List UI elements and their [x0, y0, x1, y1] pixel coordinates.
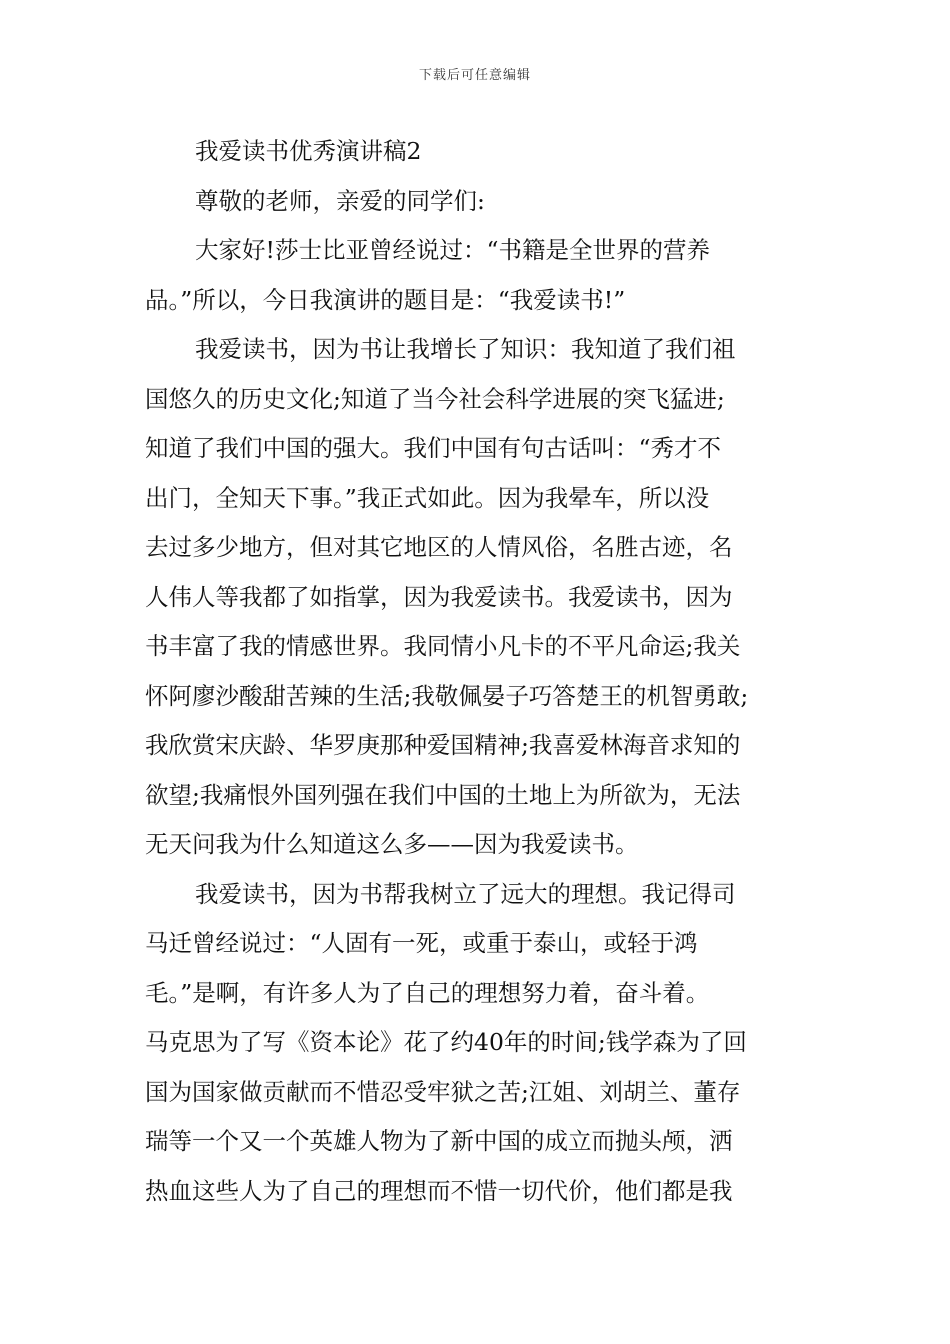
document-title: 我爱读书优秀演讲稿2 [195, 137, 422, 165]
paragraph-3: 我爱读书，因为书帮我树立了远大的理想。我记得司 马迁曾经说过：“人固有一死，或重于泰山，或轻于鸿 毛。”是啊，有许多人为了自己的理想努力着，奋斗着。 马克思为了写《资本论》花了约40年的时间;钱学森为了回 国为国家做贡献而不惜忍受牢狱之苦;江姐、刘胡兰、董存 瑞等一个又一个英雄人物为了新中国的成立而抛头颅，洒 热血这些人为了自己的理想而不惜一切代价，他们都是我 [145, 879, 747, 1205]
paragraph-2: 我爱读书，因为书让我增长了知识：我知道了我们祖 国悠久的历史文化;知道了当今社会科学进展的突飞猛进; 知道了我们中国的强大。我们中国有句古话叫：“秀才不 出门，全知天下事。”我正式如此。因为我晕车，所以没 去过多少地方，但对其它地区的人情风俗，名胜古迹，名 人伟人等我都了如指掌，因为我爱读书。我爱读书，因为 书丰富了我的情感世界。我同情小凡卡的不平凡命运;我关 怀阿廖沙酸甜苦辣的生活;我敬佩晏子巧答楚王的机智勇敢; 我欣赏宋庆龄、华罗庚那种爱国精神;我喜爱林海音求知的 欲望;我痛恨外国列强在我们中国的土地上为所欲为，无法 无天问我为什么知道这么多——因为我爱读书。 [145, 335, 749, 858]
page-header-note: 下载后可任意编辑 [418, 68, 531, 83]
document-body [145, 127, 817, 1216]
paragraph-1: 大家好!莎士比亚曾经说过：“书籍是全世界的营养 品。”所以，今日我演讲的题目是：“我爱读书!” [145, 236, 710, 314]
salutation: 尊敬的老师，亲爱的同学们: [195, 186, 485, 215]
